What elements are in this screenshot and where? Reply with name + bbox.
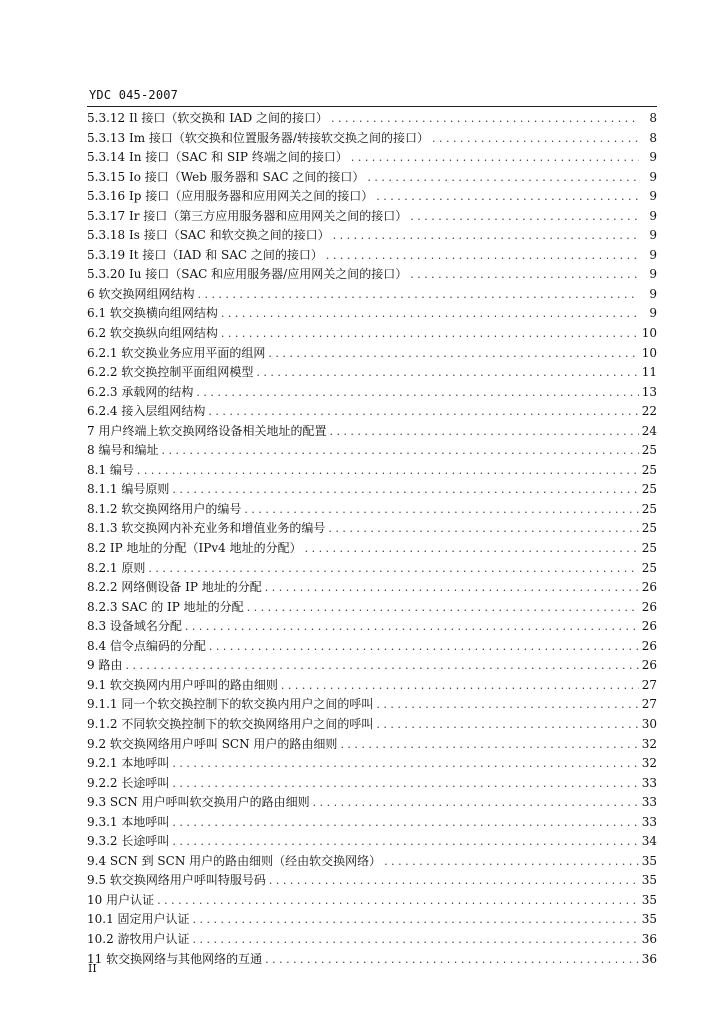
toc-entry-title: 9.2 软交换网络用户呼叫 SCN 用户的路由细则 <box>87 736 338 751</box>
toc-entry-page: 8 <box>649 111 657 125</box>
toc-entry-title: 9.4 SCN 到 SCN 用户的路由细则（经由软交换网络） <box>87 853 382 868</box>
toc-entry-title: 9.3 SCN 用户呼叫软交换用户的路由细则 <box>87 795 310 810</box>
toc-entry-title: 6.2.4 接入层组网结构 <box>87 404 206 419</box>
dot-leader <box>244 500 639 520</box>
toc-entry-title: 7 用户终端上软交换网络设备相关地址的配置 <box>87 423 327 438</box>
dot-leader <box>367 168 639 188</box>
toc-entry[interactable] <box>87 695 657 715</box>
toc-entry-page: 36 <box>641 931 657 946</box>
toc-entry-title: 5.3.13 Im 接口（软交换和位置服务器/转接软交换之间的接口） <box>87 130 429 145</box>
toc-entry-title: 6.2.1 软交换业务应用平面的组网 <box>87 345 266 360</box>
dot-leader <box>410 207 639 227</box>
toc-entry[interactable] <box>87 578 657 598</box>
toc-entry-page: 26 <box>641 599 657 614</box>
toc-entry[interactable] <box>87 910 657 930</box>
dot-leader <box>208 402 639 422</box>
toc-entry-title: 9 路由 <box>87 658 123 673</box>
toc-entry[interactable] <box>87 304 657 324</box>
toc-entry-page: 13 <box>641 384 657 399</box>
dot-leader <box>197 285 639 305</box>
toc-entry-title: 8.2.3 SAC 的 IP 地址的分配 <box>87 599 244 614</box>
dot-leader <box>137 461 639 481</box>
toc-entry-page: 25 <box>641 482 657 497</box>
dot-leader <box>247 598 639 618</box>
toc-entry-page: 36 <box>641 951 657 966</box>
toc-entry-page: 10 <box>641 326 657 341</box>
toc-entry-page: 35 <box>641 853 657 868</box>
toc-entry-title: 8.1.2 软交换网络用户的编号 <box>87 501 242 516</box>
dot-leader <box>269 871 639 891</box>
dot-leader <box>333 226 639 246</box>
toc-entry-title: 9.2.1 本地呼叫 <box>87 756 170 771</box>
toc-entry-page: 24 <box>641 423 657 438</box>
dot-leader <box>410 265 639 285</box>
dot-leader <box>221 304 639 324</box>
toc-entry-title: 5.3.15 Io 接口（Web 服务器和 SAC 之间的接口） <box>87 169 365 184</box>
toc-entry-title: 5.3.17 Ir 接口（第三方应用服务器和应用网关之间的接口） <box>87 208 408 223</box>
toc-entry-title: 9.5 软交换网络用户呼叫特服号码 <box>87 873 266 888</box>
toc-entry-page: 9 <box>649 150 657 165</box>
toc-entry-page: 34 <box>641 834 657 849</box>
toc-entry-page: 35 <box>641 912 657 927</box>
toc-entry-title: 6.1 软交换横向组网结构 <box>87 306 218 321</box>
toc-entry-title: 11 软交换网络与其他网络的互通 <box>87 951 263 966</box>
toc-entry-title: 10.1 固定用户认证 <box>87 912 190 927</box>
toc-entry-page: 25 <box>641 443 657 458</box>
toc-entry[interactable] <box>87 715 657 735</box>
document-id: YDC 045-2007 <box>89 88 179 102</box>
toc-entry-title: 10 用户认证 <box>87 892 155 907</box>
toc-entry[interactable] <box>87 383 657 403</box>
toc-entry-page: 9 <box>649 169 657 184</box>
toc-entry-title: 9.2.2 长途呼叫 <box>87 775 170 790</box>
toc-entry[interactable] <box>87 774 657 794</box>
dot-leader <box>209 637 639 657</box>
toc-entry-page: 9 <box>649 306 657 321</box>
toc-entry[interactable] <box>87 109 657 129</box>
toc-entry-page: 26 <box>641 580 657 595</box>
toc-entry[interactable] <box>87 402 657 422</box>
toc-entry-title: 6.2.3 承载网的结构 <box>87 384 194 399</box>
dot-leader <box>313 793 639 813</box>
toc-entry[interactable] <box>87 363 657 383</box>
toc-entry[interactable] <box>87 793 657 813</box>
toc-entry-page: 25 <box>641 521 657 536</box>
toc-entry-title: 8.3 设备域名分配 <box>87 619 182 634</box>
dot-leader <box>340 735 639 755</box>
toc-entry-page: 32 <box>641 736 657 751</box>
toc-entry-page: 9 <box>649 267 657 282</box>
toc-entry[interactable] <box>87 441 657 461</box>
dot-leader <box>326 246 639 266</box>
toc-entry[interactable] <box>87 207 657 227</box>
toc-entry-title: 10.2 游牧用户认证 <box>87 931 190 946</box>
dot-leader <box>376 695 639 715</box>
dot-leader <box>384 852 639 872</box>
toc-entry-page: 10 <box>641 345 657 360</box>
toc-entry-title: 5.3.18 Is 接口（SAC 和软交换之间的接口） <box>87 228 330 243</box>
toc-entry-page: 9 <box>649 286 657 301</box>
toc-entry-title: 8 编号和编址 <box>87 443 159 458</box>
dot-leader <box>185 617 639 637</box>
toc-entry[interactable] <box>87 735 657 755</box>
toc-entry-title: 8.4 信令点编码的分配 <box>87 638 206 653</box>
toc-entry[interactable] <box>87 539 657 559</box>
toc-entry-title: 5.3.12 Il 接口（软交换和 IAD 之间的接口） <box>87 111 329 125</box>
toc-entry-page: 8 <box>649 130 657 145</box>
toc-entry-title: 6.2.2 软交换控制平面组网模型 <box>87 365 254 380</box>
toc-entry-page: 35 <box>641 873 657 888</box>
dot-leader <box>193 930 639 950</box>
toc-entry[interactable] <box>87 265 657 285</box>
toc-entry[interactable] <box>87 168 657 188</box>
toc-entry[interactable] <box>87 480 657 500</box>
toc-entry-page: 25 <box>641 541 657 556</box>
toc-entry[interactable] <box>87 656 657 676</box>
toc-entry[interactable] <box>87 832 657 852</box>
toc-entry-page: 9 <box>649 247 657 262</box>
dot-leader <box>351 148 639 168</box>
dot-leader <box>196 383 639 403</box>
page-number: II <box>88 962 97 975</box>
toc-entry[interactable] <box>87 519 657 539</box>
toc-entry[interactable] <box>87 852 657 872</box>
toc-entry[interactable] <box>87 891 657 911</box>
toc-entry-page: 26 <box>641 658 657 673</box>
toc-entry-page: 9 <box>649 208 657 223</box>
toc-entry-page: 25 <box>641 560 657 575</box>
toc-entry-page: 22 <box>641 404 657 419</box>
table-of-contents <box>87 109 657 969</box>
toc-entry-title: 6 软交换网组网结构 <box>87 286 195 301</box>
toc-entry-title: 5.3.16 Ip 接口（应用服务器和应用网关之间的接口） <box>87 189 374 204</box>
toc-entry[interactable] <box>87 559 657 579</box>
toc-entry-title: 8.1 编号 <box>87 462 134 477</box>
toc-entry[interactable] <box>87 148 657 168</box>
toc-entry-title: 9.1.1 同一个软交换控制下的软交换内用户之间的呼叫 <box>87 697 374 712</box>
dot-leader <box>376 715 639 735</box>
dot-leader <box>265 950 639 970</box>
toc-entry-page: 9 <box>649 189 657 204</box>
toc-entry-title: 5.3.20 Iu 接口（SAC 和应用服务器/应用网关之间的接口） <box>87 267 408 282</box>
dot-leader <box>157 891 639 911</box>
toc-entry-title: 9.1.2 不同软交换控制下的软交换网络用户之间的呼叫 <box>87 716 374 731</box>
toc-entry-title: 6.2 软交换纵向组网结构 <box>87 326 218 341</box>
toc-entry[interactable] <box>87 461 657 481</box>
dot-leader <box>432 129 639 149</box>
dot-leader <box>193 910 639 930</box>
toc-entry-page: 25 <box>641 462 657 477</box>
toc-entry[interactable] <box>87 617 657 637</box>
dot-leader <box>256 363 639 383</box>
toc-entry[interactable] <box>87 754 657 774</box>
toc-entry-page: 33 <box>641 775 657 790</box>
toc-entry-title: 5.3.19 It 接口（IAD 和 SAC 之间的接口） <box>87 247 323 262</box>
toc-entry[interactable] <box>87 598 657 618</box>
dot-leader <box>161 441 639 461</box>
toc-entry[interactable] <box>87 422 657 442</box>
toc-entry-page: 33 <box>641 814 657 829</box>
toc-entry-page: 27 <box>641 677 657 692</box>
toc-entry-title: 9.1 软交换网内用户呼叫的路由细则 <box>87 677 278 692</box>
toc-entry-title: 8.2 IP 地址的分配（IPv4 地址的分配） <box>87 541 302 556</box>
dot-leader <box>329 422 639 442</box>
dot-leader <box>305 539 639 559</box>
dot-leader <box>172 813 639 833</box>
toc-entry-title: 9.3.2 长途呼叫 <box>87 834 170 849</box>
dot-leader <box>148 559 639 579</box>
dot-leader <box>172 774 639 794</box>
toc-entry-title: 9.3.1 本地呼叫 <box>87 814 170 829</box>
toc-entry-title: 8.1.3 软交换网内补充业务和增值业务的编号 <box>87 521 326 536</box>
toc-entry-page: 33 <box>641 795 657 810</box>
dot-leader <box>328 519 639 539</box>
dot-leader <box>331 109 639 129</box>
dot-leader <box>376 187 639 207</box>
toc-entry-page: 11 <box>641 365 657 380</box>
toc-entry[interactable] <box>87 930 657 950</box>
toc-entry-title: 8.1.1 编号原则 <box>87 482 170 497</box>
dot-leader <box>268 344 639 364</box>
header-rule <box>87 106 657 107</box>
dot-leader <box>172 754 639 774</box>
toc-entry[interactable] <box>87 344 657 364</box>
toc-entry-title: 8.2.1 原则 <box>87 560 146 575</box>
dot-leader <box>125 656 639 676</box>
toc-entry-page: 26 <box>641 619 657 634</box>
toc-entry[interactable] <box>87 813 657 833</box>
dot-leader <box>265 578 639 598</box>
toc-entry[interactable] <box>87 500 657 520</box>
toc-entry[interactable] <box>87 676 657 696</box>
dot-leader <box>281 676 639 696</box>
dot-leader <box>221 324 639 344</box>
toc-entry-page: 27 <box>641 697 657 712</box>
toc-entry-page: 25 <box>641 501 657 516</box>
toc-entry-page: 26 <box>641 638 657 653</box>
toc-entry[interactable] <box>87 324 657 344</box>
toc-entry-page: 9 <box>649 228 657 243</box>
dot-leader <box>172 832 639 852</box>
dot-leader <box>172 480 639 500</box>
toc-entry[interactable] <box>87 246 657 266</box>
toc-entry-page: 35 <box>641 892 657 907</box>
toc-entry-title: 8.2.2 网络侧设备 IP 地址的分配 <box>87 580 262 595</box>
toc-entry[interactable] <box>87 637 657 657</box>
toc-entry[interactable] <box>87 285 657 305</box>
toc-entry[interactable] <box>87 950 657 970</box>
toc-entry-page: 32 <box>641 756 657 771</box>
toc-entry-title: 5.3.14 In 接口（SAC 和 SIP 终端之间的接口） <box>87 150 348 165</box>
toc-entry[interactable] <box>87 871 657 891</box>
toc-entry[interactable] <box>87 129 657 149</box>
toc-entry-page: 30 <box>641 716 657 731</box>
toc-entry[interactable] <box>87 226 657 246</box>
toc-entry[interactable] <box>87 187 657 207</box>
